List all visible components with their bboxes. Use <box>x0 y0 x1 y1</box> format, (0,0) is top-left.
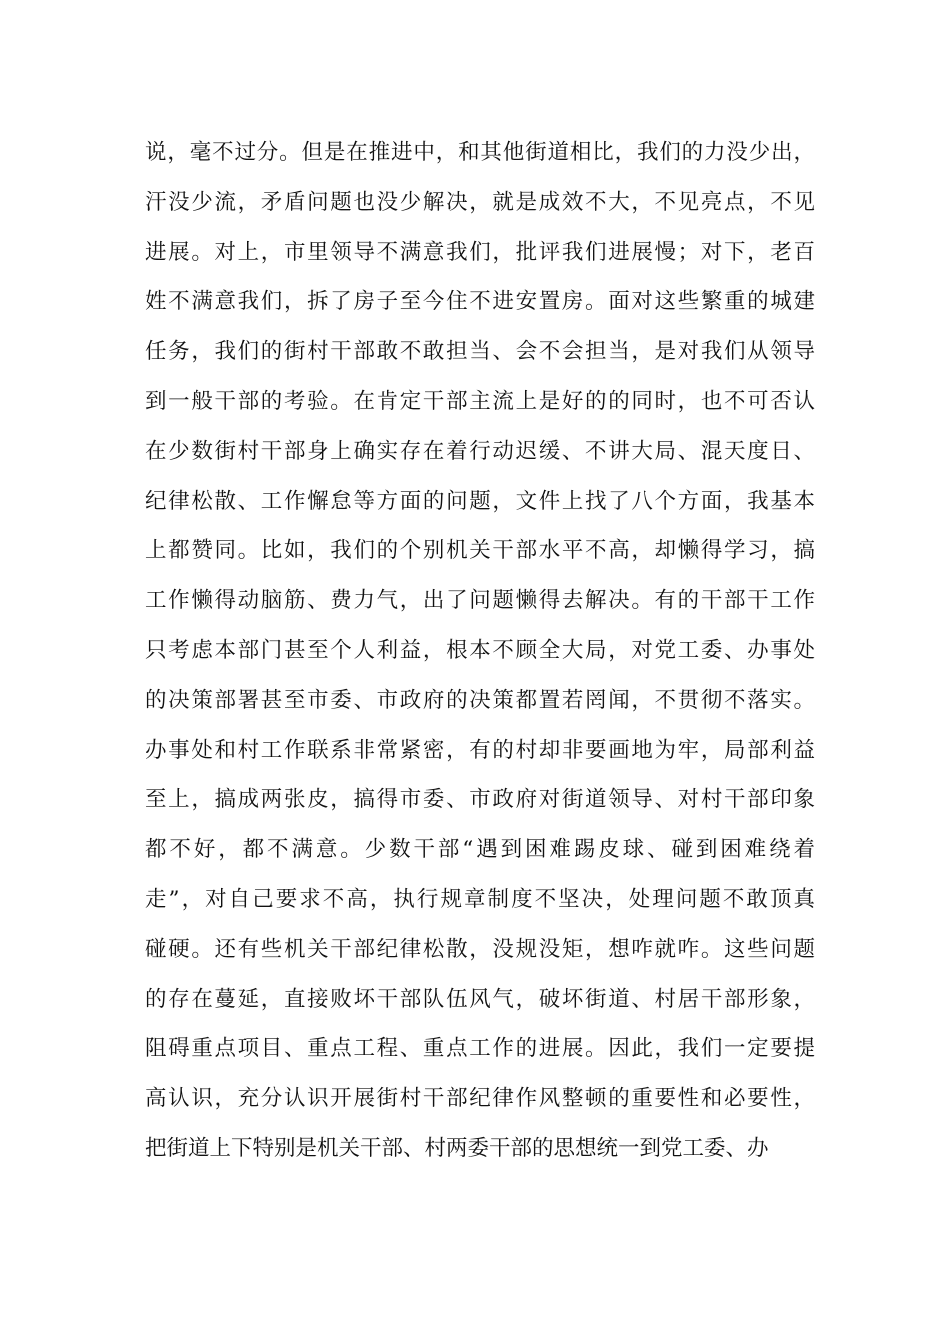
text-line: 都不好，都不满意。少数干部“遇到困难踢皮球、碰到困难绕着 <box>145 837 815 863</box>
text-line: 到一般干部的考验。在肯定干部主流上是好的的同时，也不可否认 <box>145 388 815 414</box>
text-line: 的决策部署甚至市委、市政府的决策都置若罔闻，不贯彻不落实。 <box>145 687 815 713</box>
text-line: 任务，我们的街村干部敢不敢担当、会不会担当，是对我们从领导 <box>145 339 815 365</box>
text-line: 工作懒得动脑筋、费力气，出了问题懒得去解决。有的干部干工作 <box>145 588 815 614</box>
text-line: 纪律松散、工作懈怠等方面的问题，文件上找了八个方面，我基本 <box>145 488 815 514</box>
body-text <box>145 128 815 1174</box>
text-line: 只考虑本部门甚至个人利益，根本不顾全大局，对党工委、办事处 <box>145 637 815 663</box>
text-line: 高认识，充分认识开展街村干部纪律作风整顿的重要性和必要性， <box>145 1086 815 1112</box>
text-line: 碰硬。还有些机关干部纪律松散，没规没矩，想咋就咋。这些问题 <box>145 936 815 962</box>
text-line: 汗没少流，矛盾问题也没少解决，就是成效不大，不见亮点，不见 <box>145 189 815 215</box>
text-line: 至上，搞成两张皮，搞得市委、市政府对街道领导、对村干部印象 <box>145 787 815 813</box>
text-line: 办事处和村工作联系非常紧密，有的村却非要画地为牢，局部利益 <box>145 737 815 763</box>
text-line: 走”，对自己要求不高，执行规章制度不坚决，处理问题不敢顶真 <box>145 886 815 912</box>
text-line: 的存在蔓延，直接败坏干部队伍风气，破坏街道、村居干部形象， <box>145 986 815 1012</box>
text-line: 进展。对上，市里领导不满意我们，批评我们进展慢；对下，老百 <box>145 239 815 265</box>
text-line: 阻碍重点项目、重点工程、重点工作的进展。因此，我们一定要提 <box>145 1036 815 1062</box>
text-line: 在少数街村干部身上确实存在着行动迟缓、不讲大局、混天度日、 <box>145 438 815 464</box>
text-line: 姓不满意我们，拆了房子至今住不进安置房。面对这些繁重的城建 <box>145 289 815 315</box>
text-line: 说，毫不过分。但是在推进中，和其他街道相比，我们的力没少出， <box>145 140 815 165</box>
text-line: 把街道上下特别是机关干部、村两委干部的思想统一到党工委、办 <box>145 1135 769 1161</box>
text-line: 上都赞同。比如，我们的个别机关干部水平不高，却懒得学习，搞 <box>145 538 815 564</box>
